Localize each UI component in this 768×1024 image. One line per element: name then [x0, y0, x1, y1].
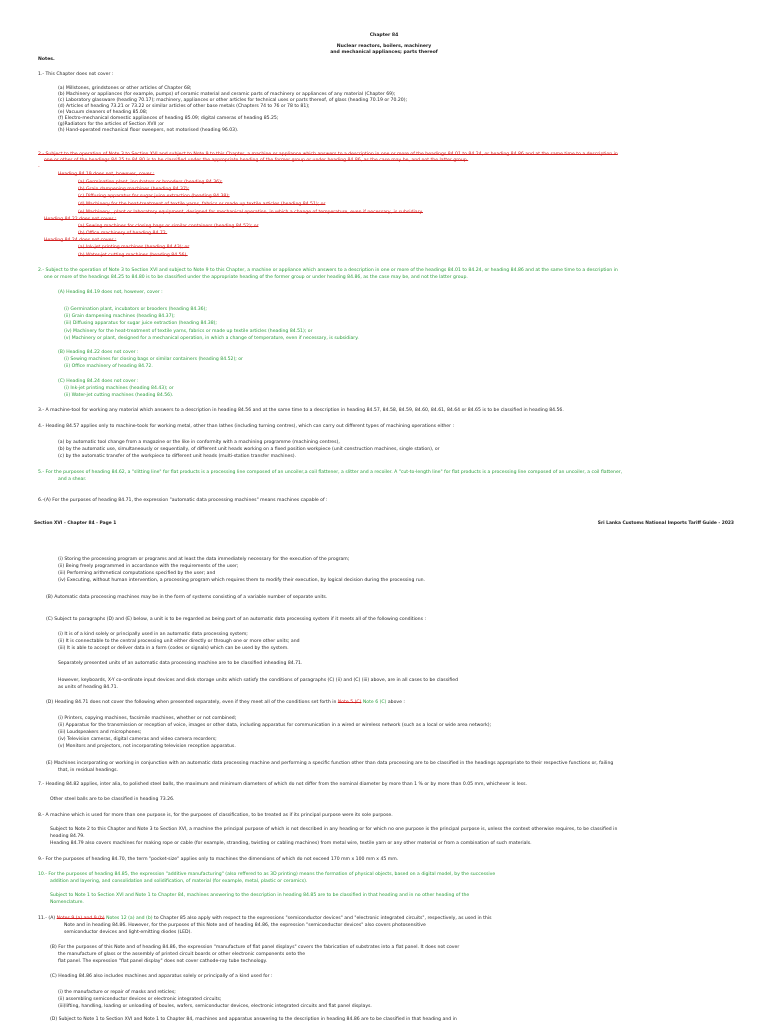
chapter-subtitle-line1: Nuclear reactors, boilers, machinery: [336, 44, 432, 49]
note-1-item: (h) Hand-operated mechanical floor sweepers, not motorised (heading 96.03).: [58, 128, 239, 133]
note-2-old-line: one or other of the headings 84.25 to 84.80 is to be classified under the appropriate heading of the former group or under heading 84.86, as the case may be, and not the latter group.: [44, 158, 469, 163]
note-8-para: heading 84.79.: [50, 834, 85, 839]
chapter-subtitle-line2: and mechanical appliances; parts thereof: [330, 50, 438, 55]
note-6-d-item: (v) Monitors and projectors, not incorporating television reception apparatus.: [58, 744, 236, 749]
note-6-e: that, in residual headings.: [58, 768, 118, 773]
note-6-a-item: (iv) Executing, without human intervention, a processing program which requires them to modify their execution, by logical decision during the processing run.: [58, 578, 426, 583]
note-6-d-item: (i) Printers, copying machines, facsimile machines, whether or not combined;: [58, 716, 237, 721]
note-2-new-b-item: (ii) Office machinery of heading 84.72.: [64, 364, 153, 369]
note-2-new-a-item: (i) Germination plant, incubators or brooders (heading 84.36);: [64, 307, 207, 312]
note-6-d-new-ref: Note 6 (C): [362, 700, 387, 705]
note-11-a: semiconductor devices and light-emitting diodes (LED).: [64, 930, 192, 935]
chapter-title: Chapter 84: [369, 33, 399, 38]
note-2-new-line: one or more of the headings 84.25 to 84.80 is to be classified under the appropriate heading of the former group or under heading 84.86, as the case may be, and not the latter group.: [44, 275, 468, 280]
note-4-item: (c) by the automatic transfer of the workpiece to different unit heads (multi-station transfer machines).: [58, 454, 296, 459]
note-2-old-a-item: (b) Grain dampening machines (heading 84.37);: [78, 187, 190, 192]
note-2-new-a-item: (iv) Machinery for the heat-treatment of textile yarns, fabrics or made up textile articles (heading 84.51); or: [64, 329, 313, 334]
note-11-c-head: (C) Heading 84.86 also includes machines and apparatus solely or principally of a kind used for :: [50, 974, 273, 979]
note-1-item: (e) Vacuum cleaners of heading 85.08;: [58, 110, 148, 115]
note-2-new-line: 2.- Subject to the operation of Note 3 to Section XVI and subject to Note 9 to this Chapter, a machine or appliance which answers to a description in one or more of the headings 84.01 to 84.24, or heading 84.86 and at the same time to a description in: [38, 268, 618, 273]
note-2-new-b-head: (B) Heading 84.22 does not cover :: [58, 350, 139, 355]
note-6-d-old-ref: Note 5 (C): [337, 700, 362, 705]
note-11-b: flat panel. The expression "flat panel display" does not cover cathode-ray tube technology.: [58, 959, 268, 964]
note-6-c-head: (C) Subject to paragraphs (D) and (E) below, a unit is to be regarded as being part of an automatic data processing system if it meets all of the following conditions :: [46, 617, 426, 622]
note-6-a-item: (iii) Performing arithmetical computations specified by the user; and: [58, 571, 216, 576]
note-2-old-a-item: (d) Machinery for the heat-treatment of textile yarns, fabrics or made up textile articles (heading 84.51); or: [78, 202, 326, 207]
note-11-a-old-ref: Notes 9 (a) and 9 (b): [56, 916, 105, 921]
note-2-old-a-item: (c) Diffusing apparatus for sugar juice extraction (heading 84.38);: [78, 194, 230, 199]
note-6-d-item: (iv) Television cameras, digital cameras and video camera recorders;: [58, 737, 217, 742]
note-6-b: (B) Automatic data processing machines may be in the form of systems consisting of a variable number of separate units.: [46, 595, 328, 600]
note-8-para: Subject to Note 2 to this Chapter and Note 3 to Section XVI, a machine the principal purpose of which is not described in any heading or for which no one purpose is the principal purpose is, unless the context otherwise requires, to be classified in: [50, 827, 618, 832]
note-1-intro: 1.- This Chapter does not cover :: [38, 72, 114, 77]
note-2-old-c-item: (a) Ink-jet printing machines (heading 84.43); or: [78, 245, 190, 250]
note-2-new-a-item: (ii) Grain dampening machines (heading 84.37);: [64, 314, 175, 319]
note-1-item: (g)Radiators for the articles of Section XVII ;or: [58, 122, 164, 127]
footer-page-label: Section XVI - Chapter 84 - Page 1: [34, 521, 117, 526]
note-6-c-item: (i) It is of a kind solely or principally used in an automatic data processing system;: [58, 632, 248, 637]
note-11-a: 11.- (A) Notes 9 (a) and 9 (b) Notes 12 (a) and (b) to Chapter 85 also apply with respect to the expressions "semiconductor devices" and "electronic integrated circuits", respectively, as used in this: [38, 916, 492, 921]
note-2-old-line: 2.- Subject to the operation of Note 3 to Section XVI and subject to Note 9 to this Chapter, a machine or appliance which answers to a description in one or more of the headings 84.01 to 84.24, or heading 84.86 and at the same time to a description in: [38, 152, 618, 157]
note-2-old-b-item: (a) Sewing machines for closing bags or similar containers (heading 84.52); or: [78, 224, 259, 229]
note-8: 8.- A machine which is used for more than one purpose is, for the purposes of classification, to be treated as if its principal purpose were its sole purpose.: [38, 813, 393, 818]
note-6-c-keyboards: as units of heading 84.71.: [58, 685, 118, 690]
note-7-other: Other steel balls are to be classified in heading 73.26.: [50, 797, 175, 802]
note-10: 10.- For the purposes of heading 84.85, the expression "additive manufacturing" (also reffered to as 3D printing) means the formation of physical objects, based on a digital model, by the successive: [38, 872, 496, 877]
note-10: addition and layering, and consolidation and solidification, of material (for example, metal, plastic or ceramics).: [50, 879, 308, 884]
note-1-item: (a) Millstones, grindstones or other articles of Chapter 68;: [58, 86, 192, 91]
note-6-c-separate: Separately presented units of an automatic data processing machine are to be classified inheading 84.71.: [58, 661, 303, 666]
note-1-item: (b) Machinery or appliances (for example, pumps) of ceramic material and ceramic parts of machinery or appliances of any material (Chapter 69);: [58, 92, 396, 97]
note-6-c-item: (ii) It is connectable to the central processing unit either directly or through one or more other units; and: [58, 639, 300, 644]
note-1-item: (c) Laboratory glassware (heading 70.17); machinery, appliances or other articles for technical uses or parts thereof, of glass (heading 70.19 or 70.20);: [58, 98, 408, 103]
note-6-d-head: (D) Heading 84.71 does not cover the following when presented separately, even if they meet all of the conditions set forth in Note 5 (C) Note 6 (C) above :: [46, 700, 405, 705]
note-11-b: the manufacture of glass or the assembly of printed circuit boards or other electronic components onto the: [58, 952, 306, 957]
note-6-intro: 6.-(A) For the purposes of heading 84.71, the expression "automatic data processing machines" means machines capable of :: [38, 498, 328, 503]
note-6-a-item: (i) Storing the processing program or programs and at least the data immediately necessary for the execution of the program;: [58, 557, 350, 562]
note-6-c-keyboards: However, keyboards, X-Y co-ordinate input devices and disk storage units which satisfy the conditions of paragraphs (C) (ii) and (C) (iii) above, are in all cases to be classified: [58, 678, 459, 683]
note-6-c-item: (iii) It is able to accept or deliver data in a form (codes or signals) which can be used by the system.: [58, 646, 289, 651]
note-11-c-item: (i) the manufacture or repair of masks and reticles;: [58, 990, 176, 995]
note-2-old-b-head: Heading 84.22 does not cover :: [44, 217, 117, 222]
note-1-item: (d) Articles of heading 73.21 or 73.22 or similar articles of other base metals (Chapters 74 to 76 or 78 to 81);: [58, 104, 310, 109]
note-5-line: 5.- For the purposes of heading 84.62, a "slitting line" for flat products is a processing line composed of an uncoiler,a coil flattener, a slitter and a recoiler. A "cut-to-length line" for flat products is a processing line composed of an uncoiler, a coil flattener,: [38, 470, 623, 475]
note-7: 7.- Heading 84.82 applies, inter alia, to polished steel balls, the maximum and minimum diameters of which do not differ from the nominal diameter by more than 1 % or by more than 0.05 mm, whichever is less.: [38, 782, 527, 787]
note-8-para: Heading 84.79 also covers machines for making rope or cable (for example, stranding, twisting or cabling machines) from metal wire, textile yarn or any other material or from a combination of such materials.: [50, 841, 532, 846]
note-2-new-a-head: (A) Heading 84.19 does not, however, cover :: [58, 290, 163, 295]
note-11-b: (B) For the purposes of this Note and of heading 84.86, the expression "manufacture of flat panel displays" covers the fabrication of substrates into a flat panel. It does not cover: [50, 945, 460, 950]
note-4-item: (b) by the automatic use, simultaneously or sequentially, of different unit heads working on a fixed position workpiece (unit construction machines, single station), or: [58, 447, 440, 452]
note-4-item: (a) by automatic tool change from a magazine or the like in conformity with a machining programme (machining centres),: [58, 440, 340, 445]
note-2-old-b-item: (b) Office machinery of heading 84.72.: [78, 231, 168, 236]
note-9: 9.- For the purposes of heading 84.70, the term "pocket-size" applies only to machines the dimensions of which do not exceed 170 mm x 100 mm x 45 mm.: [38, 857, 399, 862]
note-6-e: (E) Machines incorporating or working in conjunction with an automatic data processing machine and performing a specific function other than data processing are to be classified in the headings appropriate to their respective functions or, failing: [46, 761, 614, 766]
note-2-new-a-item: (v) Machinery or plant, designed for a mechanical operation, in which a change of temperature, even if necessary, is subsidiary.: [64, 336, 359, 341]
note-1-item: (f) Electro-mechanical domestic appliances of heading 85.09; digital cameras of heading 85.25;: [58, 116, 279, 121]
note-2-old-dash: -: [38, 165, 40, 170]
note-2-old-a-item: (e) Machinery , plant or laboratory equipment, designed for mechanical operation, in which a change of temperature, even if necessary, is subsidiary.: [78, 210, 423, 215]
note-11-c-item: (ii) assembling semiconductor devices or electronic integrated circuits;: [58, 997, 222, 1002]
note-11-a: Note and in heading 84.86. However, for the purposes of this Note and of heading 84.86, the expression "semiconductor devices" also covers photosensitive: [64, 923, 426, 928]
note-2-new-a-item: (iii) Diffusing apparatus for sugar juice extraction (heading 84.38);: [64, 321, 217, 326]
note-6-d-item: (ii) Apparatus for the transmission or reception of voice, images or other data, including apparatus for communication in a wired or wireless network (such as a local or wide area network);: [58, 723, 492, 728]
note-4-intro: 4.- Heading 84.57 applies only to machine-tools for working metal, other than lathes (including turning centres), which can carry out different types of machining operations either :: [38, 424, 455, 429]
note-6-d-item: (iii) Loudspeakers and microphones;: [58, 730, 142, 735]
note-2-old-a-head: Heading 84.19 does not, however, cover :: [58, 172, 155, 177]
note-2-old-c-item: (b) Water-jet cutting machines (heading 84.56).: [78, 253, 188, 258]
note-2-new-c-item: (i) Ink-jet printing machines (heading 84.43); or: [64, 386, 174, 391]
footer-guide-title: Sri Lanka Customs National Imports Tariff Guide - 2023: [597, 521, 734, 526]
note-2-old-a-item: (a) Germination plant, incubators or brooders (heading 84.36);: [78, 180, 223, 185]
note-2-new-c-head: (C) Heading 84.24 does not cover :: [58, 379, 139, 384]
note-10: Nomenclature.: [50, 900, 84, 905]
note-2-old-c-head: Heading 84.24 does not cover :: [44, 238, 117, 243]
note-5-line: and a shear.: [58, 477, 87, 482]
note-6-a-item: (ii) Being freely programmed in accordance with the requirements of the user;: [58, 564, 239, 569]
note-2-new-b-item: (i) Sewing machines for closing bags or similar containers (heading 84.52); or: [64, 357, 243, 362]
note-2-new-c-item: (ii) Water-jet cutting machines (heading 84.56).: [64, 393, 174, 398]
notes-heading: Notes.: [38, 57, 55, 62]
note-11-c-item: (iii)lifting, handling, loading or unloading of boules, wafers, semiconductor devices, electronic integrated circuits and flat panel displays.: [58, 1004, 372, 1009]
note-11-a-new-ref: Notes 12 (a) and (b): [106, 916, 153, 921]
note-3: 3.- A machine-tool for working any material which answers to a description in heading 84.56 and at the same time to a description in heading 84.57, 84.58, 84.59, 84.60, 84.61, 84.64 or 84.65 is to be classified in heading 84.56.: [38, 408, 564, 413]
note-10: Subject to Note 1 to Section XVI and Note 1 to Chapter 84, machines answering to the description in heading 84.85 are to be classified in that heading and in no other heading of the: [50, 893, 470, 898]
note-11-d: (D) Subject to Note 1 to Section XVI and Note 1 to Chapter 84, machines and apparatus answering to the description in heading 84.86 are to be classified in that heading and in: [50, 1017, 457, 1022]
